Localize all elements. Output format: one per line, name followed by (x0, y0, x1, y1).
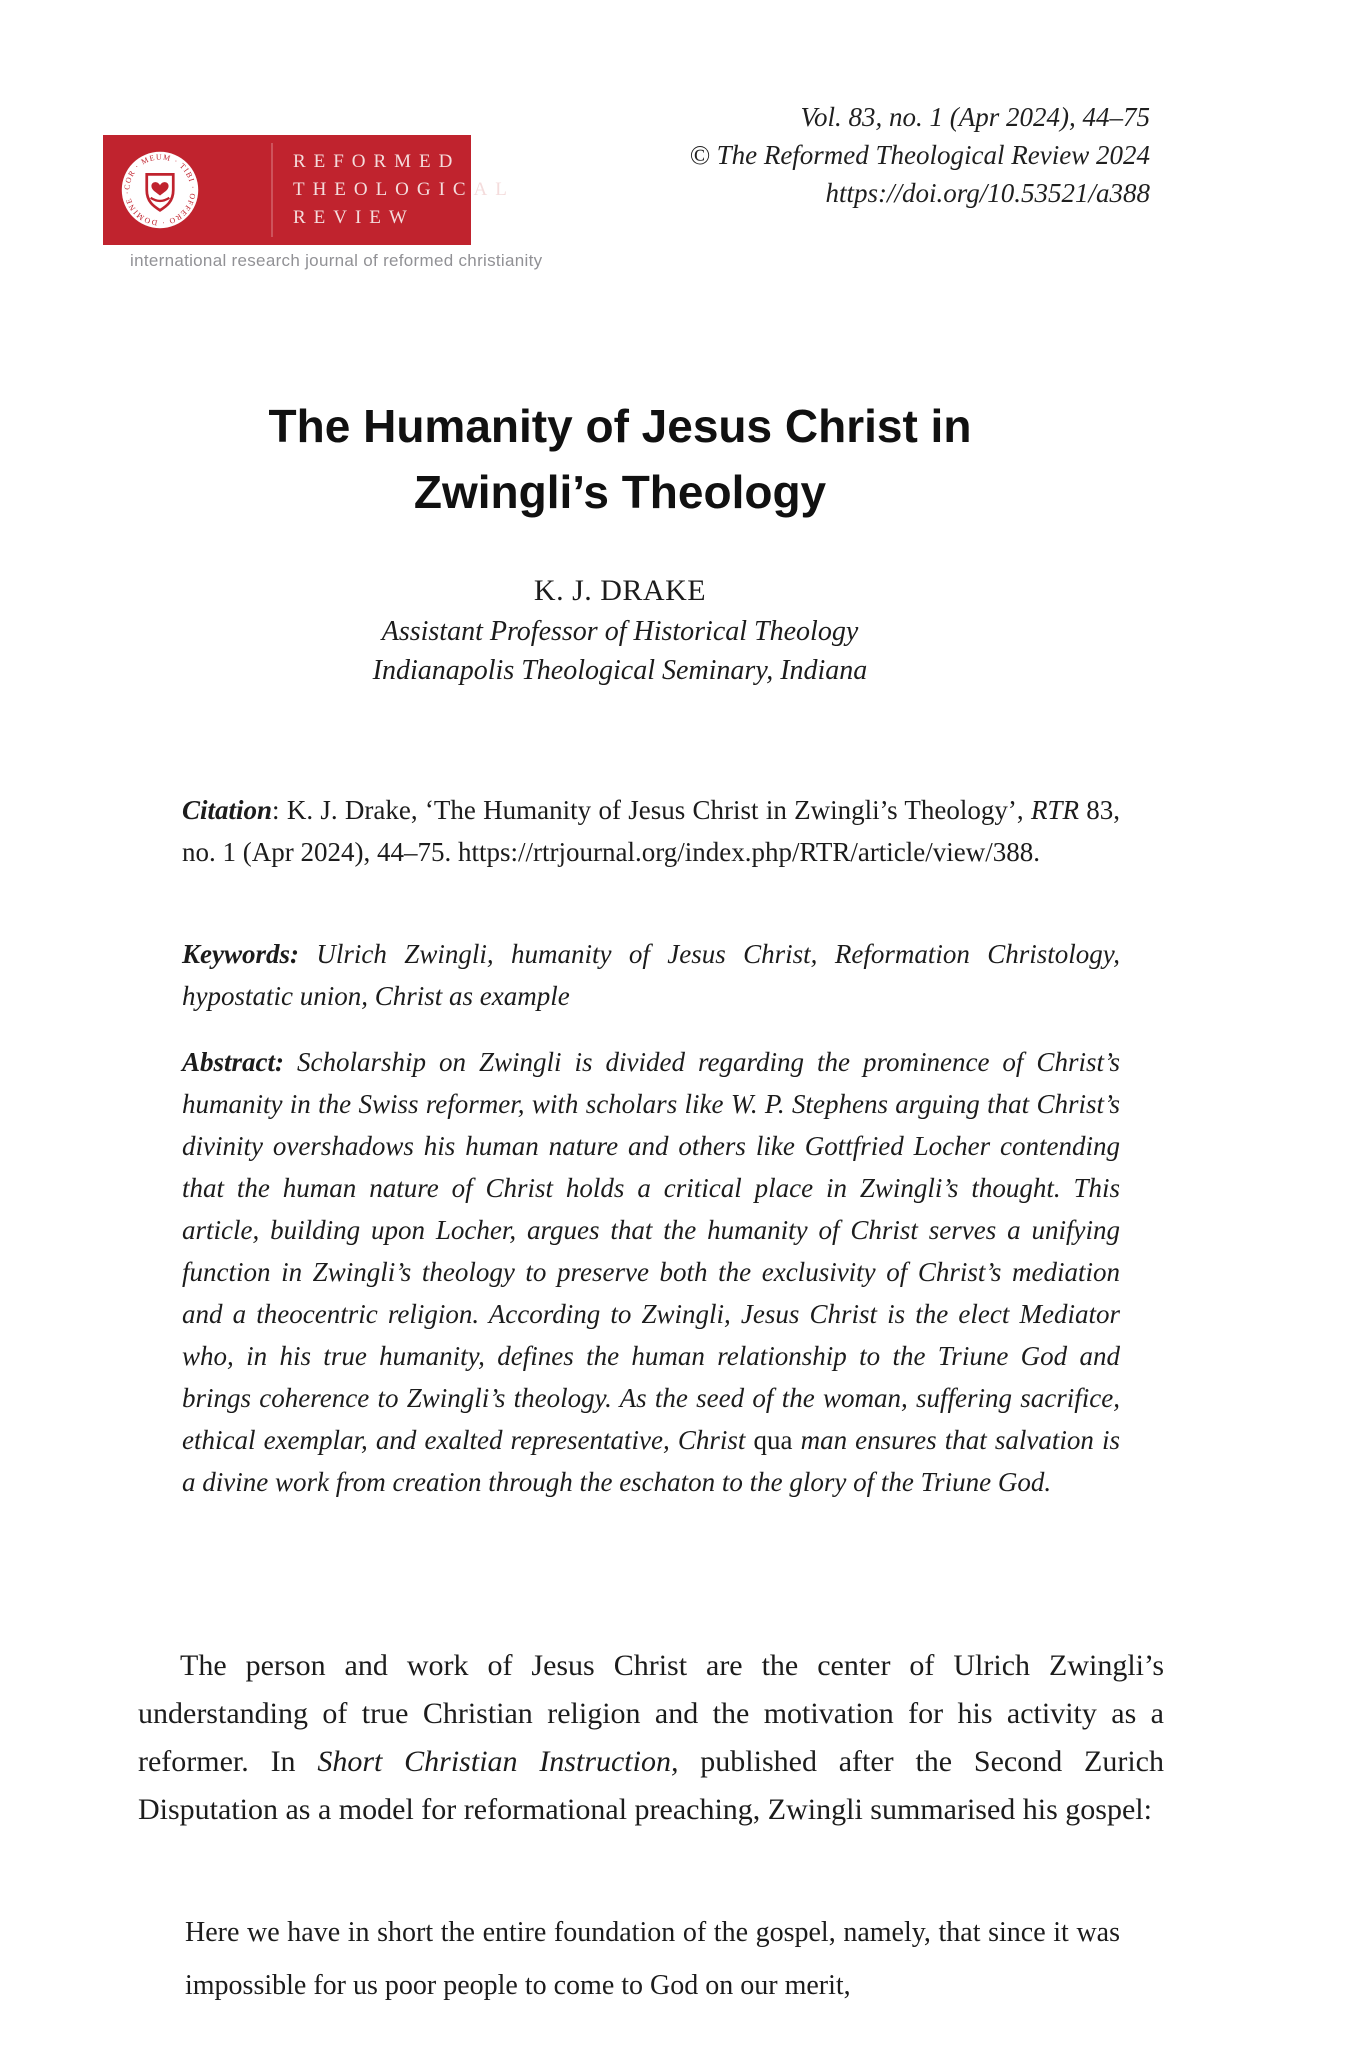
journal-doi-line: https://doi.org/10.53521/a388 (825, 178, 1150, 208)
journal-logo (103, 135, 543, 271)
abstract-paragraph: Abstract: Scholarship on Zwingli is divided regarding the prominence of Christ’s humanity in the Swiss reformer, with scholars like W. P. Stephens arguing that Christ’s divinity overshadows his human nature and others like Gottfried Locher contending that the human nature of Christ holds a critical place in Zwingli’s thought. This article, building upon Locher, argues that the humanity of Christ serves a unifying function in Zwingli’s theology to preserve both the exclusivity of Christ’s mediation and a theocentric religion. According to Zwingli, Jesus Christ is the elect Mediator who, in his true humanity, defines the human relationship to the Triune God and brings coherence to Zwingli’s theology. As the seed of the woman, suffering sacrifice, ethical exemplar, and exalted representative, Christ qua man ensures that salvation is a divine work from creation through the eschaton to the glory of the Triune God. (182, 1047, 1120, 1497)
logo-tagline: international research journal of reformed christianity (130, 251, 543, 270)
logo-banner (103, 135, 515, 245)
journal-issue-info (689, 98, 1150, 212)
body-paragraph: The person and work of Jesus Christ are the center of Ulrich Zwingli’s understanding of true Christian religion and the motivation for his activity as a reformer. In Short Christian Instruction, published after the Second Zurich Disputation as a model for reformational preaching, Zwingli summarised his gospel: (138, 1649, 1164, 1826)
heart-in-hand-seal-icon (121, 151, 199, 229)
svg-text:COR · MEUM · TIBI · OFFERO · D: COR · MEUM · TIBI · OFFERO · DOMINE · (122, 152, 198, 228)
author-affiliation: Indianapolis Theological Seminary, Indiana (372, 655, 868, 686)
journal-copyright-line: © The Reformed Theological Review 2024 (689, 140, 1150, 170)
keywords-label: Keywords: (182, 939, 317, 969)
logo-divider (271, 143, 273, 237)
article-title-line1: The Humanity of Jesus Christ in (268, 399, 972, 452)
citation-paragraph: Citation: K. J. Drake, ‘The Humanity of Jesus Christ in Zwingli’s Theology’, RTR 83, no. 1 (Apr 2024), 44–75. https://rtrjournal.org/index.php/RTR/article/view/388. (182, 795, 1120, 867)
abstract-latin-term: qua (753, 1425, 793, 1455)
quote-paragraph: Here we have in short the entire foundation of the gospel, namely, that since it was impossible for us poor people to come to God on our merit, (185, 1917, 1120, 2001)
logo-wordmark: REFORMED THEOLOGICAL REVIEW (293, 151, 515, 228)
work-title-italic: Short Christian Instruction, (317, 1745, 679, 1778)
journal-volume-line: Vol. 83, no. 1 (Apr 2024), 44–75 (800, 102, 1150, 132)
abstract-label: Abstract: (182, 1047, 297, 1077)
author-block (100, 570, 1140, 690)
author-role: Assistant Professor of Historical Theology (381, 616, 859, 647)
author-name: K. J. DRAKE (533, 574, 707, 607)
keywords-paragraph: Keywords: Ulrich Zwingli, humanity of Jesus Christ, Reformation Christology, hypostatic union, Christ as example (182, 939, 1120, 1011)
article-title (100, 393, 1140, 525)
article-title-line2: Zwingli’s Theology (413, 465, 827, 518)
citation-url-text: 83, no. 1 (Apr 2024), 44–75. https://rtrjournal.org/index.php/RTR/article/view/388. (182, 795, 1120, 867)
citation-journal-abbrev: RTR (1030, 795, 1079, 825)
citation-label: Citation (182, 795, 273, 825)
